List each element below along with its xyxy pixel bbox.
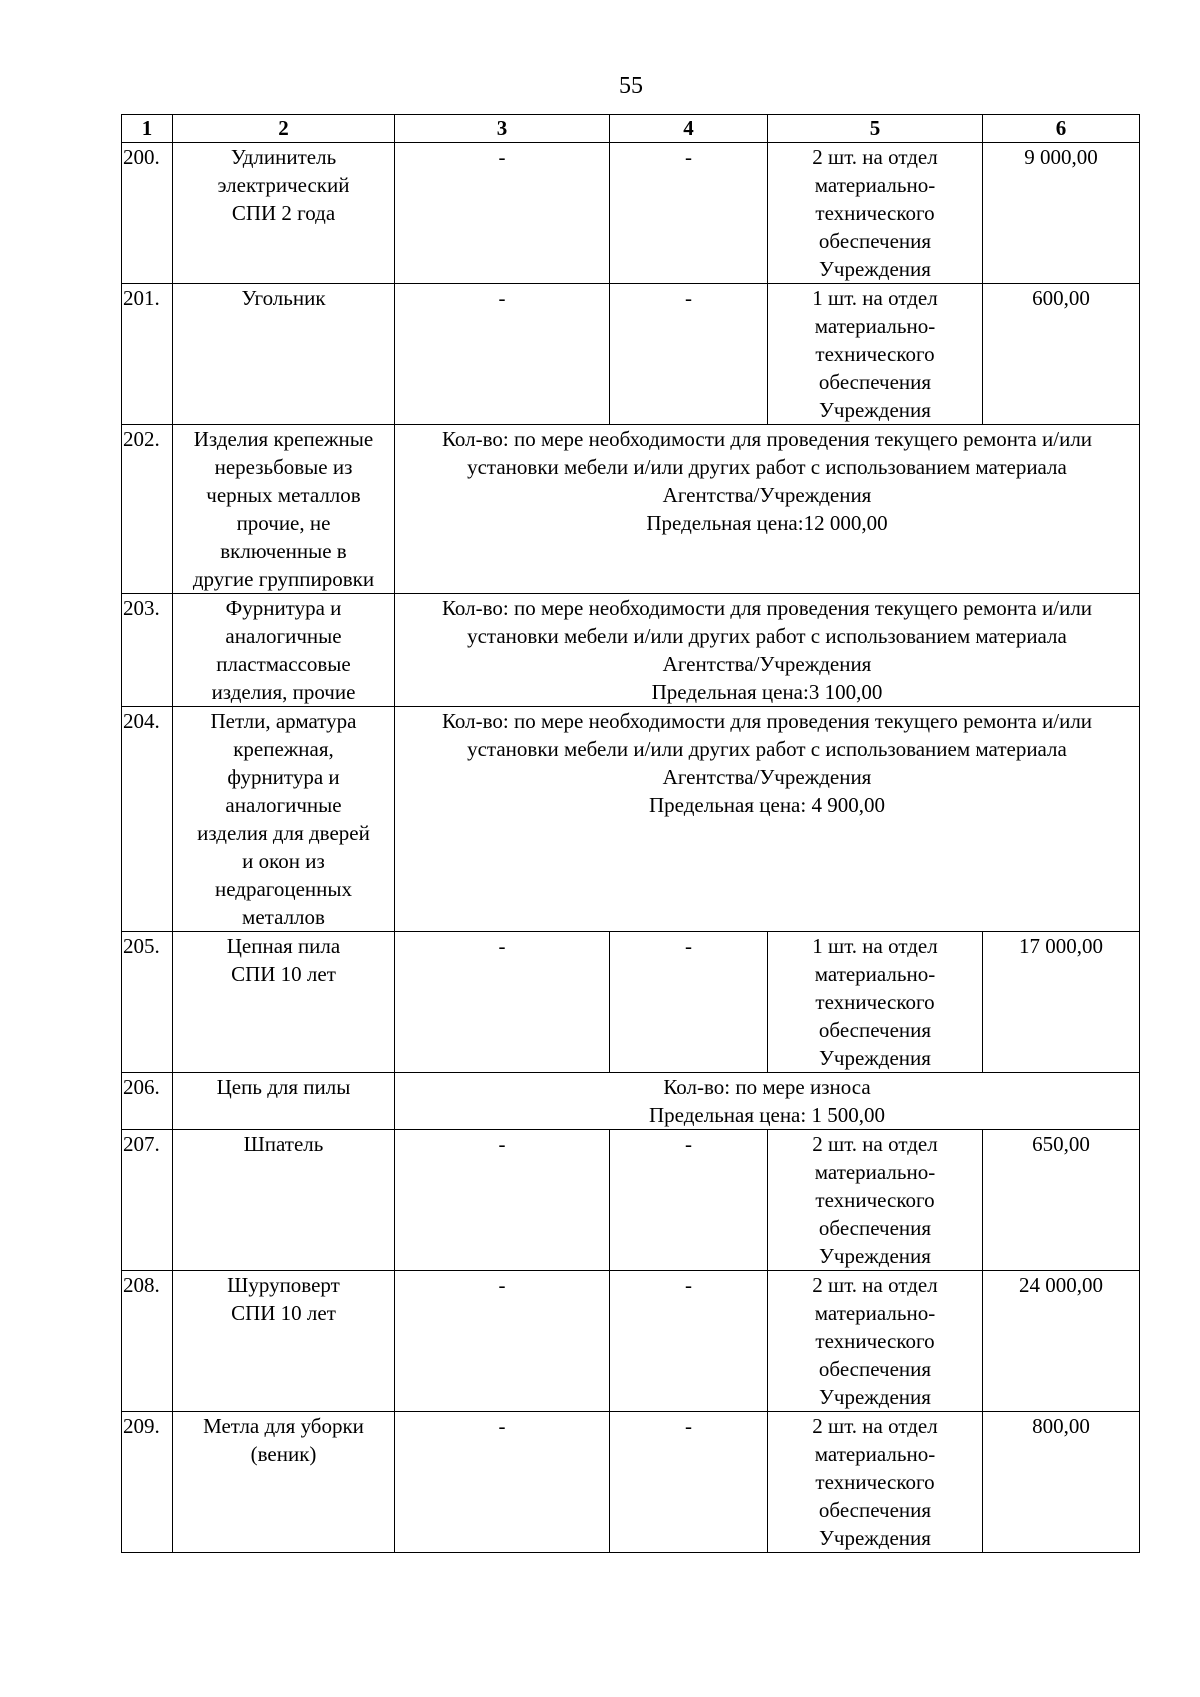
item-name-line: Шуруповерт [227,1273,340,1297]
merged-note-line: Предельная цена: 1 500,00 [649,1103,885,1127]
table-row [122,1073,1140,1130]
col-4-value: - [610,143,768,284]
item-name [173,707,395,932]
col-3-value: - [395,284,610,425]
item-name-line: металлов [242,905,325,929]
table-row [122,707,1140,932]
col-3-value: - [395,1271,610,1412]
col-4-value: - [610,1130,768,1271]
price-limit: 9 000,00 [983,143,1140,284]
header-col-4: 4 [610,115,768,143]
quantity-norm-line: материально- [814,1301,936,1325]
quantity-norm-line: обеспечения [818,1498,932,1522]
merged-note-line: Кол-во: по мере необходимости для проведения текущего ремонта и/или [441,427,1093,451]
quantity-norm-line: материально- [814,1160,936,1184]
row-number: 206. [122,1073,173,1130]
header-col-6: 6 [983,115,1140,143]
item-name [173,425,395,594]
quantity-norm-line: 2 шт. на отдел [812,145,938,169]
table-row [122,932,1140,1073]
item-name-line: крепежная, [233,737,334,761]
quantity-norm-line: 1 шт. на отдел [812,934,938,958]
merged-note-line: установки мебели и/или других работ с использованием материала [467,737,1067,761]
quantity-norm-line: Учреждения [819,1385,931,1409]
quantity-norm-line: технического [815,1470,935,1494]
row-number: 207. [122,1130,173,1271]
quantity-norm-line: Учреждения [819,1046,931,1070]
item-name-line: прочие, не [236,511,331,535]
table-row [122,1412,1140,1553]
item-name-line: аналогичные [225,793,342,817]
quantity-norm [768,1130,983,1271]
item-name [173,1271,395,1412]
quantity-norm [768,1412,983,1553]
merged-note-line: Предельная цена: 4 900,00 [649,793,885,817]
price-limit: 17 000,00 [983,932,1140,1073]
item-name-line: нерезьбовые из [214,455,353,479]
quantity-norm-line: технического [815,1188,935,1212]
quantity-norm [768,932,983,1073]
item-name-line: СПИ 2 года [231,201,336,225]
merged-note-line: Агентства/Учреждения [662,765,872,789]
quantity-norm-line: обеспечения [818,370,932,394]
item-name-line: электрический [217,173,350,197]
col-3-value: - [395,1412,610,1553]
merged-note [395,425,1140,594]
quantity-norm-line: Учреждения [819,1526,931,1550]
merged-note-line: Предельная цена:3 100,00 [651,680,883,704]
merged-note [395,1073,1140,1130]
item-name-line: и окон из [242,849,325,873]
table-row [122,284,1140,425]
item-name-line: (веник) [250,1442,317,1466]
item-name [173,1130,395,1271]
quantity-norm [768,284,983,425]
quantity-norm-line: 1 шт. на отдел [812,286,938,310]
quantity-norm-line: технического [815,201,935,225]
item-name-line: СПИ 10 лет [231,1301,336,1325]
quantity-norm [768,143,983,284]
item-name-line: включенные в [220,539,347,563]
quantity-norm-line: обеспечения [818,1216,932,1240]
quantity-norm-line: Учреждения [819,1244,931,1268]
norms-table [121,114,1140,1553]
page-number: 55 [619,73,643,99]
price-limit: 600,00 [983,284,1140,425]
item-name [173,1412,395,1553]
merged-note-line: Кол-во: по мере необходимости для проведения текущего ремонта и/или [441,709,1093,733]
row-number: 203. [122,594,173,707]
quantity-norm-line: технического [815,1329,935,1353]
merged-note-line: Агентства/Учреждения [662,483,872,507]
row-number: 208. [122,1271,173,1412]
item-name-line: аналогичные [225,624,342,648]
item-name-line: фурнитура и [227,765,340,789]
item-name-line: другие группировки [192,567,375,591]
merged-note-line: Кол-во: по мере необходимости для проведения текущего ремонта и/или [441,596,1093,620]
quantity-norm-line: технического [815,990,935,1014]
table-row [122,1130,1140,1271]
quantity-norm-line: обеспечения [818,1018,932,1042]
row-number: 204. [122,707,173,932]
item-name-line: Метла для уборки [203,1414,364,1438]
col-3-value: - [395,1130,610,1271]
col-4-value: - [610,932,768,1073]
quantity-norm-line: материально- [814,173,936,197]
table-body [122,143,1140,1553]
table-row [122,425,1140,594]
item-name-line: Шпатель [243,1132,324,1156]
quantity-norm [768,1271,983,1412]
item-name-line: изделия, прочие [211,680,356,704]
merged-note-line: установки мебели и/или других работ с использованием материала [467,455,1067,479]
price-limit: 650,00 [983,1130,1140,1271]
item-name-line: недрагоценных [214,877,353,901]
table-row [122,1271,1140,1412]
item-name [173,932,395,1073]
row-number: 205. [122,932,173,1073]
row-number: 200. [122,143,173,284]
table-row [122,143,1140,284]
merged-note-line: Предельная цена:12 000,00 [646,511,888,535]
item-name-line: Удлинитель [230,145,337,169]
merged-note-line: установки мебели и/или других работ с использованием материала [467,624,1067,648]
item-name-line: Фурнитура и [225,596,342,620]
quantity-norm-line: технического [815,342,935,366]
col-3-value: - [395,143,610,284]
item-name-line: изделия для дверей [197,821,370,845]
quantity-norm-line: Учреждения [819,398,931,422]
item-name [173,143,395,284]
header-col-5: 5 [768,115,983,143]
item-name-line: Угольник [241,286,326,310]
col-3-value: - [395,932,610,1073]
row-number: 202. [122,425,173,594]
item-name-line: Петли, арматура [210,709,357,733]
quantity-norm-line: материально- [814,962,936,986]
quantity-norm-line: материально- [814,314,936,338]
merged-note-line: Кол-во: по мере износа [663,1075,871,1099]
item-name-line: СПИ 10 лет [231,962,336,986]
item-name-line: Изделия крепежные [193,427,374,451]
col-4-value: - [610,284,768,425]
price-limit: 24 000,00 [983,1271,1140,1412]
header-col-1: 1 [122,115,173,143]
item-name [173,284,395,425]
quantity-norm-line: обеспечения [818,1357,932,1381]
price-limit: 800,00 [983,1412,1140,1553]
col-4-value: - [610,1271,768,1412]
item-name-line: Цепная пила [226,934,341,958]
item-name [173,594,395,707]
row-number: 209. [122,1412,173,1553]
table-row [122,594,1140,707]
quantity-norm-line: 2 шт. на отдел [812,1414,938,1438]
quantity-norm-line: обеспечения [818,229,932,253]
col-4-value: - [610,1412,768,1553]
header-row [122,115,1140,143]
item-name-line: Цепь для пилы [216,1075,351,1099]
merged-note [395,594,1140,707]
merged-note-line: Агентства/Учреждения [662,652,872,676]
row-number: 201. [122,284,173,425]
header-col-3: 3 [395,115,610,143]
header-col-2: 2 [173,115,395,143]
quantity-norm-line: Учреждения [819,257,931,281]
merged-note [395,707,1140,932]
quantity-norm-line: 2 шт. на отдел [812,1273,938,1297]
item-name-line: черных металлов [206,483,361,507]
quantity-norm-line: материально- [814,1442,936,1466]
item-name-line: пластмассовые [216,652,351,676]
quantity-norm-line: 2 шт. на отдел [812,1132,938,1156]
item-name [173,1073,395,1130]
